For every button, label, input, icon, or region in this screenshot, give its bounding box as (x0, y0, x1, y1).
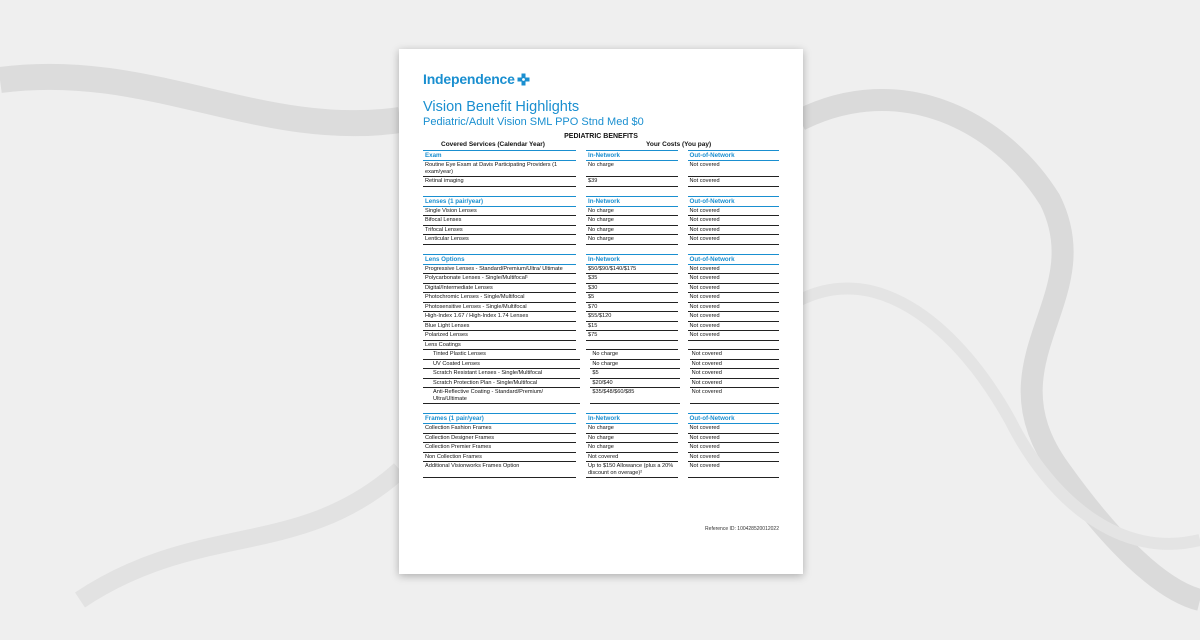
out-of-network-cost: Not covered (688, 216, 779, 226)
out-of-network-cost: Not covered (688, 331, 779, 341)
table-row (423, 453, 779, 463)
out-of-network-cost: Not covered (690, 388, 779, 404)
in-network-cost: $39 (586, 177, 677, 187)
service-cell: High-Index 1.67 / High-Index 1.74 Lenses (423, 312, 576, 322)
benefit-section (423, 254, 779, 405)
table-row (423, 443, 779, 453)
section-header-row (423, 413, 779, 424)
service-cell: Tinted Plastic Lenses (423, 350, 580, 360)
in-network-cost: $35 (586, 274, 677, 284)
table-row (423, 434, 779, 444)
out-of-network-cost: Not covered (688, 443, 779, 453)
table-row (423, 379, 779, 389)
out-of-network-header: Out-of-Network (688, 413, 779, 424)
service-cell: Scratch Protection Plan - Single/Multifocal (423, 379, 580, 389)
in-network-cost: No charge (590, 350, 679, 360)
out-of-network-cost: Not covered (688, 322, 779, 332)
out-of-network-cost: Not covered (688, 274, 779, 284)
out-of-network-cost: Not covered (688, 284, 779, 294)
in-network-cost: Up to $150 Allowance (plus a 20% discount on overage)² (586, 462, 677, 478)
service-cell: Retinal imaging (423, 177, 576, 187)
out-of-network-cost: Not covered (688, 161, 779, 177)
benefit-section (423, 150, 779, 187)
out-of-network-cost: Not covered (688, 235, 779, 245)
in-network-header: In-Network (586, 254, 677, 265)
out-of-network-header: Out-of-Network (688, 150, 779, 161)
table-row (423, 161, 779, 177)
out-of-network-cost: Not covered (688, 424, 779, 434)
section-gap (423, 404, 779, 413)
out-of-network-cost: Not covered (688, 303, 779, 313)
table-row (423, 284, 779, 294)
out-of-network-cost: Not covered (688, 462, 779, 478)
reference-id: Reference ID: 100428520012022 (705, 526, 779, 532)
service-cell: Anti-Reflective Coating - Standard/Premium/ Ultra/Ultimate (423, 388, 580, 404)
in-network-cost: $55/$120 (586, 312, 677, 322)
table-row (423, 303, 779, 313)
document-subtitle: Pediatric/Adult Vision SML PPO Stnd Med $0 (423, 116, 644, 128)
table-row (423, 207, 779, 217)
service-cell: Non Collection Frames (423, 453, 576, 463)
in-network-header: In-Network (586, 196, 677, 207)
out-of-network-cost: Not covered (688, 207, 779, 217)
service-cell: Routine Eye Exam at Davis Participating Providers (1 exam/year) (423, 161, 576, 177)
out-of-network-cost: Not covered (690, 379, 779, 389)
benefit-section (423, 413, 779, 478)
table-row (423, 331, 779, 341)
service-cell: Blue Light Lenses (423, 322, 576, 332)
covered-services-header: Covered Services (Calendar Year) (441, 141, 545, 148)
in-network-cost: $50/$90/$140/$175 (586, 265, 677, 275)
out-of-network-cost: Not covered (688, 177, 779, 187)
table-row (423, 265, 779, 275)
out-of-network-header: Out-of-Network (688, 196, 779, 207)
service-cell: Bifocal Lenses (423, 216, 576, 226)
in-network-cost: No charge (586, 443, 677, 453)
table-row (423, 462, 779, 478)
out-of-network-cost: Not covered (688, 293, 779, 303)
service-cell: Additional Visionworks Frames Option (423, 462, 576, 478)
brand-logo (423, 71, 779, 87)
out-of-network-cost: Not covered (688, 453, 779, 463)
in-network-cost: No charge (586, 216, 677, 226)
table-row (423, 322, 779, 332)
out-of-network-cost: Not covered (688, 265, 779, 275)
document-title: Vision Benefit Highlights (423, 99, 580, 115)
table-row (423, 235, 779, 245)
section-header-row (423, 254, 779, 265)
section-title: Lenses (1 pair/year) (423, 196, 576, 207)
service-cell: Single Vision Lenses (423, 207, 576, 217)
table-row (423, 341, 779, 351)
section-title: Lens Options (423, 254, 576, 265)
in-network-cost: $35/$48/$60/$85 (590, 388, 679, 404)
in-network-cost: $75 (586, 331, 677, 341)
service-cell: Lens Coatings (423, 341, 576, 351)
out-of-network-cost: Not covered (688, 226, 779, 236)
in-network-cost: $70 (586, 303, 677, 313)
service-cell: Progressive Lenses - Standard/Premium/Ultra/ Ultimate (423, 265, 576, 275)
in-network-cost: No charge (586, 161, 677, 177)
in-network-cost: Not covered (586, 453, 677, 463)
service-cell: Digital/Intermediate Lenses (423, 284, 576, 294)
service-cell: Photochromic Lenses - Single/Multifocal (423, 293, 576, 303)
table-row (423, 312, 779, 322)
section-title: Exam (423, 150, 576, 161)
benefit-document-page (399, 49, 803, 574)
out-of-network-cost: Not covered (690, 360, 779, 370)
in-network-header: In-Network (586, 413, 677, 424)
table-row (423, 293, 779, 303)
out-of-network-cost (688, 341, 779, 351)
in-network-cost: $5 (586, 293, 677, 303)
section-header-row (423, 150, 779, 161)
out-of-network-header: Out-of-Network (688, 254, 779, 265)
section-gap (423, 245, 779, 254)
in-network-cost (586, 341, 677, 351)
in-network-cost: No charge (586, 207, 677, 217)
in-network-cost: $20/$40 (590, 379, 679, 389)
service-cell: Collection Designer Frames (423, 434, 576, 444)
service-cell: Lenticular Lenses (423, 235, 576, 245)
table-row (423, 388, 779, 404)
section-gap (423, 187, 779, 196)
service-cell: Polarized Lenses (423, 331, 576, 341)
out-of-network-cost: Not covered (688, 312, 779, 322)
section-header-row (423, 196, 779, 207)
out-of-network-cost: Not covered (690, 369, 779, 379)
in-network-cost: No charge (590, 360, 679, 370)
out-of-network-cost: Not covered (688, 434, 779, 444)
benefits-table (423, 150, 779, 478)
table-row (423, 424, 779, 434)
blue-cross-icon (517, 73, 530, 86)
service-cell: Trifocal Lenses (423, 226, 576, 236)
table-row (423, 360, 779, 370)
table-row (423, 274, 779, 284)
service-cell: Collection Premier Frames (423, 443, 576, 453)
in-network-cost: No charge (586, 434, 677, 444)
benefit-section (423, 196, 779, 245)
service-cell: Photosensitive Lenses - Single/Multifocal (423, 303, 576, 313)
in-network-cost: No charge (586, 424, 677, 434)
section-title: Frames (1 pair/year) (423, 413, 576, 424)
in-network-cost: No charge (586, 226, 677, 236)
in-network-cost: $30 (586, 284, 677, 294)
table-row (423, 226, 779, 236)
table-row (423, 216, 779, 226)
table-row (423, 177, 779, 187)
your-costs-header: Your Costs (You pay) (646, 141, 712, 148)
in-network-cost: $5 (590, 369, 679, 379)
service-cell: Scratch Resistant Lenses - Single/Multifocal (423, 369, 580, 379)
in-network-header: In-Network (586, 150, 677, 161)
column-headers (423, 140, 779, 150)
table-row (423, 369, 779, 379)
out-of-network-cost: Not covered (690, 350, 779, 360)
benefits-title: PEDIATRIC BENEFITS (564, 133, 638, 140)
in-network-cost: $15 (586, 322, 677, 332)
service-cell: UV Coated Lenses (423, 360, 580, 370)
table-row (423, 350, 779, 360)
service-cell: Collection Fashion Frames (423, 424, 576, 434)
in-network-cost: No charge (586, 235, 677, 245)
brand-name: Independence (423, 71, 515, 87)
service-cell: Polycarbonate Lenses - Single/Multifocal¹ (423, 274, 576, 284)
